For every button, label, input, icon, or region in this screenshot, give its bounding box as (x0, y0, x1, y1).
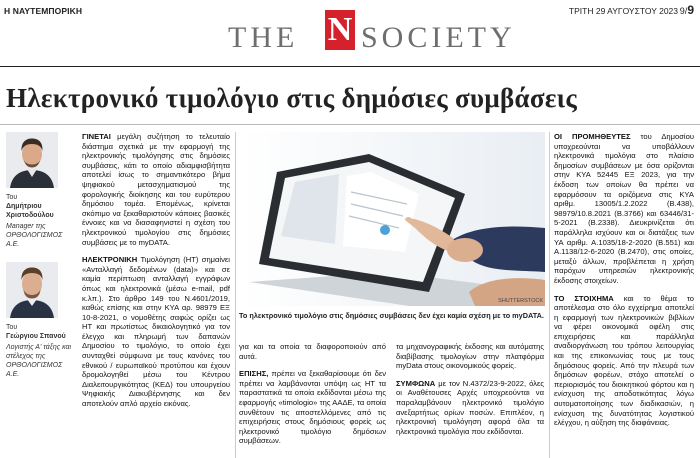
top-divider (0, 66, 700, 67)
publication-name: Η ΝΑΥΤΕΜΠΟΡΙΚΗ (4, 6, 83, 16)
issue-date: ΤΡΙΤΗ 29 ΑΥΓΟΥΣΤΟΥ 2023 (568, 6, 678, 16)
page-number-value: 9 (687, 3, 694, 17)
article-column-4 (554, 132, 694, 458)
paragraph-lead: ΣΥΜΦΩΝΑ (396, 378, 436, 388)
paragraph-text: με τον Ν.4372/23-9-2022, όλες οι Αναθέτουσες Αρχές υποχρεούνται να παραλαμβάνουν ηλεκτρονικό τιμολόγιο ανεξαρτήτως ορίων ποσών. Επιπλέον, η ηλεκτρονική τιμολόγηση αφορά όλα τα ηλεκτρονικά τιμολόγια που εκδίδονται. (396, 378, 544, 436)
author-byline-2 (6, 262, 72, 379)
paragraph-text: και το θέμα το αποτέλεσμα στο όλο εγχείρημα αποτελεί η εφαρμογή των ηλεκτρονικών βιβλίων να φέρει οικονομικά οφέλη στις επιχειρήσεις και παράλληλα αναδιοργάνωση του τρόπου λειτουργίας και της επικοινωνίας τους με τους δημόσιους φορείς. Από την πλευρά των δημόσιων φορέων, στόχο αποτελεί ο περιορισμός του διοικητικού φόρτου και η ενίσχυση της αποδοτικότητας λόγω αυτοματοποίησης των διαδικασιών, η ενίσχυση της δυνατότητας λογιστικού ελέγχου, η αύξηση της διαφάνειας. (554, 293, 694, 428)
article-headline: Ηλεκτρονικό τιμολόγιο στις δημόσιες συμβάσεις (6, 83, 578, 113)
paragraph-text: μεγάλη συζήτηση το τελευταίο διάστημα σχετικά με την εφαρμογή της ηλεκτρονικής τιμολόγησης στις δημόσιες συμβάσεις, κάτι το οποίο αδιαμφισβήτητα αποτελεί ίσως το σημαντικότερο βήμα ψηφιακού μετασχηματισμού της φορολογικής διοίκησης και του ευρύτερου δημόσιου τομέα. Επομένως, κρίνεται σκόπιμο να ξεκαθαριστούν κάποιες βασικές έννοιες και να διασαφηνιστεί η σχέση του ηλεκτρονικού τιμολογίου στις δημόσιες συμβάσεις με το myDATA. (82, 132, 230, 247)
author-photo-2 (6, 262, 58, 318)
paragraph (396, 342, 544, 371)
author-2-role: Λογιστής Α' τάξης και στέλεχος της ΟΡΘΟΛΟΓΙΣΜΟΣ Α.Ε. (6, 344, 72, 378)
paragraph-text: Τιμολόγηση (ΗΤ) σημαίνει «Ανταλλαγή δεδομένων (data)» και σε καμία περίπτωση ανταλλαγή εγγράφων όπως και ηλεκτρονικά (μέσω e-mail, pdf κ.λπ.). Στο άρθρο 149 του Ν.4601/2019, καθώς επίσης και στην ΚΥΑ αρ. 98979 ΕΞ 10-8-2021, ο νομοθέτης σαφώς ορίζει ως ΗΤ και πρωτίστως δικαιολογητικό για τον έλεγχο και πληρωμή των δαπανών Δημοσίου το τιμολόγιο, το οποίο έχει συνταχθεί σύμφωνα με τους κανόνες του εθνικού / ευρωπαϊκού προτύπου και έχουν δρομολογηθεί μέσω του Κέντρου Διαλειτουργικότητας (ΚΕΔ) του υπουργείου Ψηφιακής Διακυβέρνησης και δεν αποτελούν απλό αρχείο εικόνας. (82, 255, 230, 409)
page-separator: 9/ (679, 6, 688, 16)
paragraph-text: τα μηχανογραφικής έκδοσης και αυτόματης διαβίβασης τιμολογίων στην πλατφόρμα myData στους οικονομικούς φορείς. (396, 342, 544, 371)
paragraph-lead: ΟΙ ΠΡΟΜΗΘΕΥΤΕΣ (554, 132, 631, 141)
article-column-1 (82, 132, 230, 458)
author-byline-1 (6, 132, 72, 249)
article-column-2 (239, 342, 386, 458)
author-1-prefix: Του (6, 194, 18, 201)
masthead-left-word: THE (228, 21, 299, 54)
paragraph (82, 255, 230, 409)
n-logo: N (325, 10, 355, 50)
author-1-name: Δημήτριου Χριστοδούλου (6, 203, 54, 219)
author-2-name: Γεώργιου Σπανού (6, 333, 66, 340)
paragraph-lead: ΤΟ ΣΤΟΙΧΗΜΑ (554, 293, 614, 303)
paragraph (554, 294, 694, 428)
author-photo-1 (6, 132, 58, 188)
paragraph (554, 132, 694, 286)
article-image (239, 132, 545, 306)
paragraph (239, 369, 386, 446)
author-1-role: Manager της ΟΡΘΟΛΟΓΙΣΜΟΣ Α.Ε. (6, 223, 63, 248)
paragraph (82, 132, 230, 247)
paragraph (239, 342, 386, 361)
paragraph-text: του Δημοσίου υποχρεούνται να υποβάλλουν ηλεκτρονικά τιμολόγια στο πλαίσιο δημοσίων συμβάσεων με όσα ορίζονται στην ΚΥΑ 52445 ΕΞ 2023, για την έκδοση των οποίων θα πρέπει να εφαρμόσουν τα οριζόμενα στις ΚΥΑ αριθμ. 13005/1.2.2022 (Β.438), 98979/10.8.2021 (Β.3766) και 63446/31-5-2021 (Β.2338). Διευκρινίζεται ότι παράλληλα ισχύουν και οι διατάξεις των ΥΑ αριθμ. Α.1035/18-2-2020 (Β.551) και Α.1138/12-6-2020 (Β.2470), στις οποίες, μεταξύ άλλων, προβλέπεται η χρήση παρόχων υπηρεσιών ηλεκτρονικής έκδοσης στοιχείων. (554, 132, 694, 285)
headline-divider (0, 124, 700, 125)
laptop-photo (239, 132, 545, 306)
paragraph (396, 379, 544, 437)
column-divider (235, 132, 236, 458)
column-divider (549, 132, 550, 458)
paragraph-lead: ΕΠΙΣΗΣ, (239, 369, 269, 379)
image-caption: Το ηλεκτρονικό τιμολόγιο στις δημόσιες συμβάσεις δεν έχει καμία σχέση με το myDATA. (239, 311, 544, 320)
paragraph-lead: ΗΛΕΚΤΡΟΝΙΚΗ (82, 255, 138, 265)
author-2-prefix: Του (6, 324, 18, 331)
image-credit: SHUTTERSTOCK (498, 298, 543, 304)
paragraph-lead: ΓΙΝΕΤΑΙ (82, 132, 111, 141)
article-column-3 (396, 342, 544, 458)
paragraph-text: για και τα οποία τα διαφοροποιούν από αυτά. (239, 342, 386, 361)
section-masthead (228, 10, 516, 54)
masthead-right-word: SOCIETY (361, 21, 516, 54)
paragraph-text: πρέπει να ξεκαθαρίσουμε ότι δεν πρέπει να λαμβάνονται υπόψη ως ΗΤ τα παραστατικά τα οποία εκδίδονται μέσω της εφαρμογής «timologio» της ΑΑΔΕ, τα οποία συνθέτουν τις αποστελλόμενες από τις επιχειρήσεις στους δημόσιους φορείς ως ηλεκτρονικό τιμολόγιο δημόσιων συμβάσεων. (239, 369, 386, 446)
page-number (680, 3, 694, 17)
